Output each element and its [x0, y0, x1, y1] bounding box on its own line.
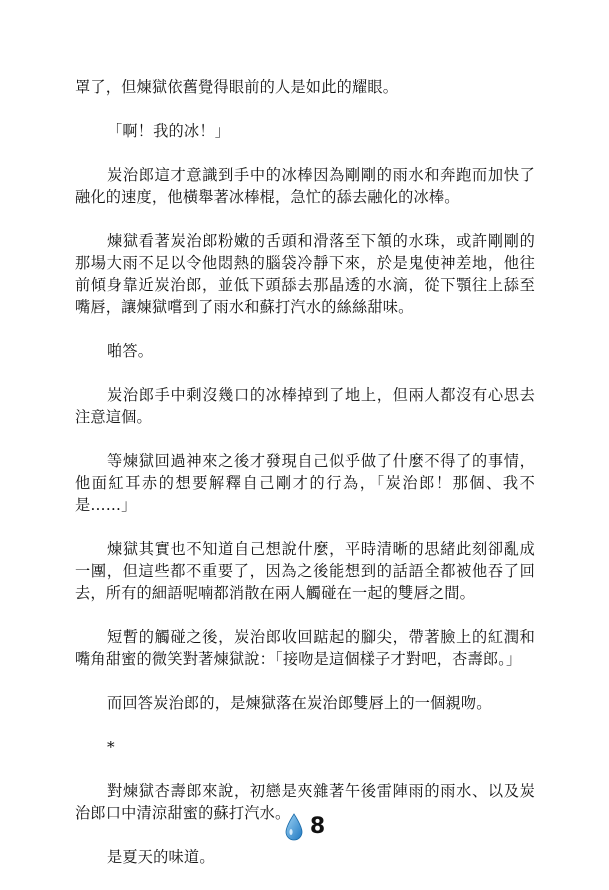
paragraph-9: 短暫的觸碰之後，炭治郎收回踮起的腳尖，帶著臉上的紅潤和嘴角甜蜜的微笑對著煉獄說：「接吻是這個樣子才對吧，杏壽郎。」	[75, 628, 535, 668]
paragraph-8: 煉獄其實也不知道自己想說什麼，平時清晰的思緒此刻卻亂成一團，但這些都不重要了，因為之後能想到的話語全都被他吞了回去，所有的細語呢喃都消散在兩人觸碰在一起的雙唇之間。	[75, 540, 535, 602]
scene-break: *	[107, 738, 115, 756]
paragraph-1: 罩了，但煉獄依舊覺得眼前的人是如此的耀眼。	[75, 78, 399, 96]
paragraph-11: 對煉獄杏壽郎來說，初戀是夾雜著午後雷陣雨的雨水、以及炭治郎口中清涼甜蜜的蘇打汽水。	[75, 782, 535, 822]
paragraph-4: 煉獄看著炭治郎粉嫩的舌頭和滑落至下頷的水珠，或許剛剛的那場大雨不足以令他悶熱的腦袋冷靜下來，於是鬼使神差地，他往前傾身靠近炭治郎，並低下頭舔去那晶透的水滴，從下顎往上舔至嘴唇，讓煉獄嚐到了雨水和蘇打汽水的絲絲甜味。	[75, 232, 535, 316]
page-footer	[0, 810, 609, 844]
story-text	[75, 76, 535, 890]
paragraph-3: 炭治郎這才意識到手中的冰棒因為剛剛的雨水和奔跑而加快了融化的速度，他橫舉著冰棒棍，急忙的舔去融化的冰棒。	[75, 166, 535, 206]
paragraph-7: 等煉獄回過神來之後才發現自己似乎做了什麼不得了的事情，他面紅耳赤的想要解釋自己剛才的行為，「炭治郎！那個、我不是……」	[75, 452, 535, 514]
paragraph-10: 而回答炭治郎的，是煉獄落在炭治郎雙唇上的一個親吻。	[107, 694, 492, 712]
paragraph-6: 炭治郎手中剩沒幾口的冰棒掉到了地上，但兩人都沒有心思去注意這個。	[75, 386, 535, 426]
paragraph-2: 「啊！我的冰！」	[107, 122, 231, 140]
paragraph-5: 啪答。	[107, 342, 154, 360]
page-number: 8	[309, 814, 326, 839]
water-drop-icon	[284, 813, 304, 841]
paragraph-12: 是夏天的味道。	[107, 848, 215, 866]
